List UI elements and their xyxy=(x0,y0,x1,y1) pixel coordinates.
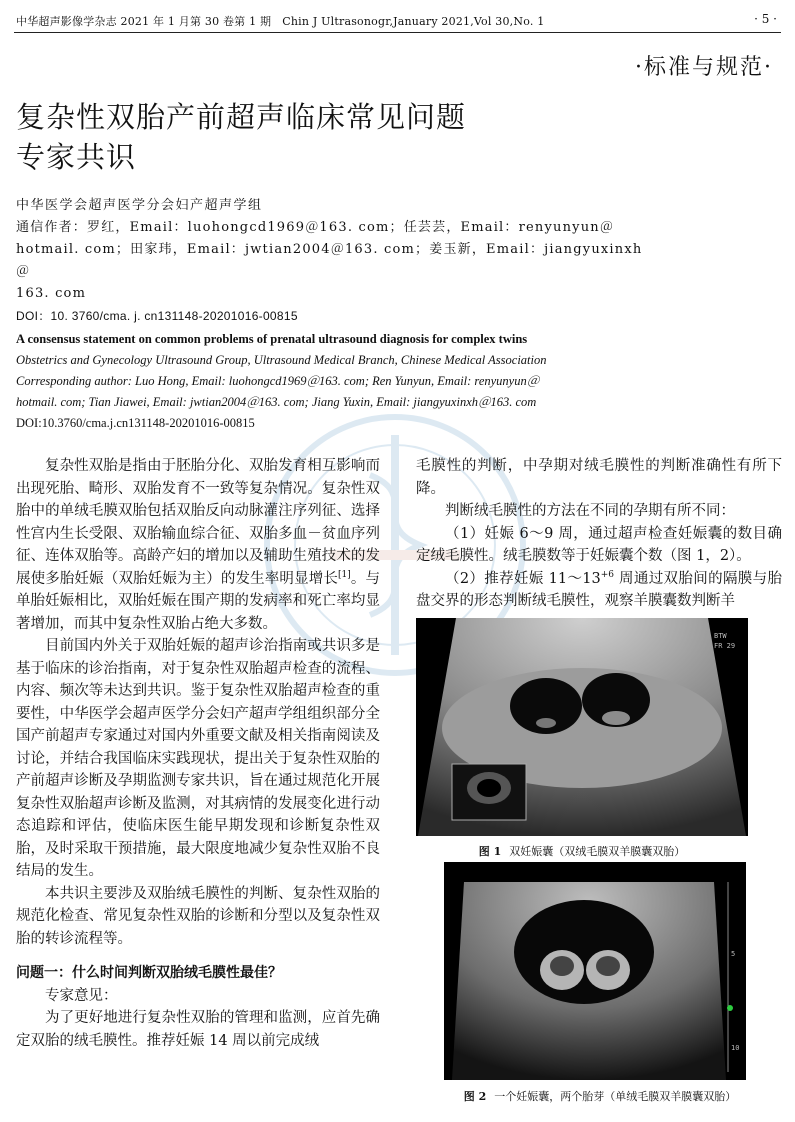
paragraph: 目前国内外关于双胎妊娠的超声诊治指南或共识多是基于临床的诊治指南，对于复杂性双胎超声检查的流程、内容、频次等未达到共识。鉴于复杂性双胎超声检查的重要性，中华医学会超声医学分会妇产超声学组组织部分全国产前超声专家通过对国内外重要文献及相关指南阅读及讨论，并结合我国临床实践现状，提出关于复杂性双胎的产前超声诊断及孕期监测专家共识，旨在通过规范化开展复杂性双胎超声诊断及监测，对其病情的发展变化进行动态追踪和评估，使临床医生能早期发现和诊断复杂性双胎，及时采取干预措施，最大限度地减少复杂性双胎不良结局的发生。 xyxy=(16,638,380,879)
figure-2-ultrasound-image xyxy=(444,862,746,1080)
corresponding-authors-line-1: 通信作者：罗红，Email：luohongcd1969＠163. com；任芸芸，Email：renyunyun＠ xyxy=(16,220,615,235)
depth-mark-10: 10 xyxy=(731,1044,740,1052)
depth-mark-5: 5 xyxy=(731,950,736,958)
running-header xyxy=(14,10,781,33)
figure-1-ultrasound-image xyxy=(416,618,748,836)
english-author-group: Obstetrics and Gynecology Ultrasound Group, Ultrasound Medical Branch, Chinese Medical Association xyxy=(16,353,547,367)
journal-citation: 中华超声影像学杂志 2021 年 1 月第 30 卷第 1 期 Chin J Ultrasonogr,January 2021,Vol 30,No. 1 xyxy=(16,15,545,28)
paragraph: 为了更好地进行复杂性双胎的管理和监测，应首先确定双胎的绒毛膜性。推荐妊娠 14 周以前完成绒 xyxy=(16,1010,380,1049)
corresponding-authors-line-2: hotmail. com；田家玮，Email：jwtian2004＠163. com；姜玉新，Email：jiangyuxinxh＠ xyxy=(16,242,643,279)
corresponding-authors-line-3: 163. com xyxy=(16,286,87,301)
title-line-1: 复杂性双胎产前超声临床常见问题 xyxy=(16,100,467,134)
chinese-metadata xyxy=(16,195,656,327)
figure-1-caption xyxy=(416,843,748,859)
body-right-column xyxy=(416,455,782,613)
figure-2-number: 图 2 xyxy=(463,1090,487,1103)
section-label: ·标准与规范· xyxy=(635,55,773,80)
expert-opinion-label: 专家意见： xyxy=(45,987,118,1004)
english-corresponding-line-2: hotmail. com; Tian Jiawei, Email: jwtian2004＠163. com; Jiang Yuxin, Email: jiangyuxinxh＠163. com xyxy=(16,395,537,409)
paragraph: 判断绒毛膜性的方法在不同的孕期有所不同： xyxy=(445,503,735,519)
body-left-column xyxy=(16,455,380,1052)
paragraph-continued: 毛膜性的判断，中孕期对绒毛膜性的判断准确性有所下降。 xyxy=(416,458,782,497)
english-title: A consensus statement on common problems of prenatal ultrasound diagnosis for complex twins xyxy=(16,332,528,346)
paragraph: 复杂性双胎是指由于胚胎分化、双胎发育相互影响而出现死胎、畸形、双胎发育不一致等复杂情况。复杂性双胎中的单绒毛膜双胎包括双胎反向动脉灌注序列征、选择性宫内生长受限、双胎输血综合征、双胎多血－贫血序列征、连体双胎等。高龄产妇的增加以及辅助生殖技术的发展使多胎妊娠（双胎妊娠为主）的发生率明显增长[1]。与单胎妊娠相比，双胎妊娠在围产期的发病率和死亡率均显著增加，而其中复杂性双胎占绝大多数。 xyxy=(16,458,381,632)
paragraph: （1）妊娠 6～9 周，通过超声检查妊娠囊的数目确定绒毛膜性。绒毛膜数等于妊娠囊个数（图 1，2）。 xyxy=(416,525,782,564)
question-heading: 问题一：什么时间判断双胎绒毛膜性最佳？ xyxy=(16,965,282,981)
svg-text:BTW: BTW xyxy=(714,632,727,640)
figure-2-caption-text: 一个妊娠囊，两个胎芽（单绒毛膜双羊膜囊双胎） xyxy=(494,1090,737,1103)
paragraph: （2）推荐妊娠 $11\sim 13^{+6}$ 周通过双胎间的隔膜与胎盘交界的形态判断绒毛膜性，观察羊膜囊数判断羊 xyxy=(416,569,782,609)
title-line-2: 专家共识 xyxy=(16,140,137,174)
article-title xyxy=(16,97,576,177)
author-group: 中华医学会超声医学分会妇产超声学组 xyxy=(16,198,263,213)
figure-1-caption-text: 双妊娠囊（双绒毛膜双羊膜囊双胎） xyxy=(509,845,686,858)
reference-marker[interactable]: [1] xyxy=(337,569,351,580)
svg-text:FR 29: FR 29 xyxy=(714,642,736,650)
page-number: · 5 · xyxy=(754,12,777,26)
english-doi: DOI:10.3760/cma.j.cn131148-20201016-00815 xyxy=(16,416,255,430)
figure-1-number: 图 1 xyxy=(478,845,502,858)
doi: DOI：10. 3760/cma. j. cn131148-20201016-00815 xyxy=(16,309,298,323)
paragraph: 本共识主要涉及双胎绒毛膜性的判断、复杂性双胎的规范化检查、常见复杂性双胎的诊断和分型以及复杂性双胎的转诊流程等。 xyxy=(16,885,380,947)
english-corresponding-line-1: Corresponding author: Luo Hong, Email: luohongcd1969＠163. com; Ren Yunyun, Email: renyunyun＠ xyxy=(16,374,540,388)
figure-2-caption xyxy=(440,1088,760,1104)
